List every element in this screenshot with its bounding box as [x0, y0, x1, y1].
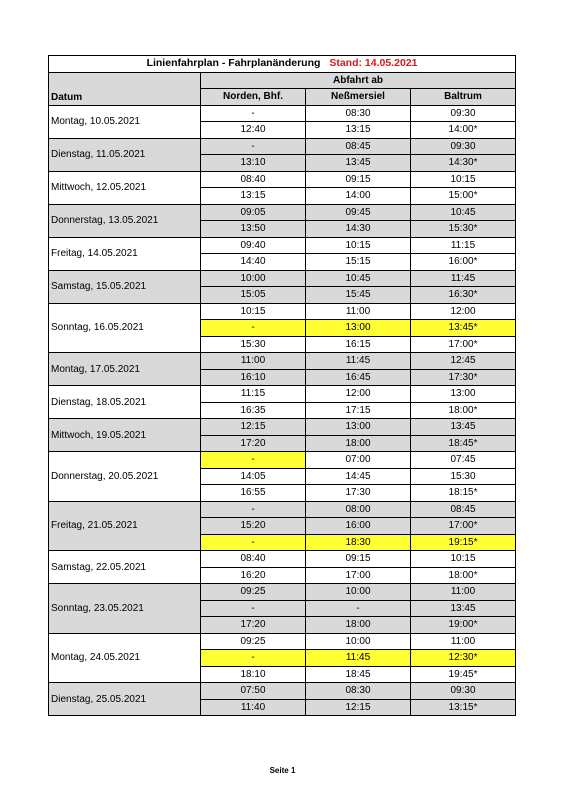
date-cell: Dienstag, 18.05.2021	[49, 386, 201, 419]
time-cell-baltrum: 17:00*	[411, 336, 516, 353]
date-cell: Montag, 17.05.2021	[49, 353, 201, 386]
date-cell: Donnerstag, 20.05.2021	[49, 452, 201, 502]
time-cell-baltrum: 18:15*	[411, 485, 516, 502]
table-row	[49, 584, 516, 601]
time-cell-nessmersiel: 13:00	[306, 419, 411, 436]
time-cell-baltrum: 16:30*	[411, 287, 516, 304]
time-cell-norden: 13:50	[201, 221, 306, 238]
table-row	[49, 353, 516, 370]
header-group-row	[49, 72, 516, 89]
time-cell-norden: -	[201, 452, 306, 469]
table-row	[49, 386, 516, 403]
time-cell-nessmersiel: 14:45	[306, 468, 411, 485]
time-cell-norden: -	[201, 600, 306, 617]
time-cell-baltrum: 18:45*	[411, 435, 516, 452]
time-cell-nessmersiel: 18:00	[306, 435, 411, 452]
time-cell-baltrum: 10:15	[411, 171, 516, 188]
time-cell-baltrum: 18:00*	[411, 567, 516, 584]
time-cell-nessmersiel: 16:15	[306, 336, 411, 353]
table-row	[49, 419, 516, 436]
time-cell-baltrum: 17:00*	[411, 518, 516, 535]
time-cell-baltrum: 12:00	[411, 303, 516, 320]
time-cell-norden: 09:05	[201, 204, 306, 221]
time-cell-nessmersiel: 14:30	[306, 221, 411, 238]
header-norden: Norden, Bhf.	[201, 89, 306, 106]
date-cell: Sonntag, 16.05.2021	[49, 303, 201, 353]
time-cell-nessmersiel: 18:30	[306, 534, 411, 551]
time-cell-nessmersiel: 08:30	[306, 105, 411, 122]
time-cell-norden: 11:00	[201, 353, 306, 370]
time-cell-baltrum: 19:00*	[411, 617, 516, 634]
time-cell-baltrum: 09:30	[411, 105, 516, 122]
time-cell-norden: 14:40	[201, 254, 306, 271]
table-row	[49, 270, 516, 287]
date-cell: Donnerstag, 13.05.2021	[49, 204, 201, 237]
header-baltrum: Baltrum	[411, 89, 516, 106]
time-cell-nessmersiel: 09:15	[306, 171, 411, 188]
title-main: Linienfahrplan - Fahrplanänderung	[146, 57, 321, 70]
time-cell-nessmersiel: 16:45	[306, 369, 411, 386]
time-cell-baltrum: 13:00	[411, 386, 516, 403]
time-cell-baltrum: 12:30*	[411, 650, 516, 667]
time-cell-norden: 10:00	[201, 270, 306, 287]
date-cell: Montag, 24.05.2021	[49, 633, 201, 683]
time-cell-nessmersiel: 13:45	[306, 155, 411, 172]
date-cell: Samstag, 15.05.2021	[49, 270, 201, 303]
time-cell-baltrum: 13:45*	[411, 320, 516, 337]
date-cell: Freitag, 14.05.2021	[49, 237, 201, 270]
time-cell-nessmersiel: 12:15	[306, 699, 411, 716]
date-cell: Mittwoch, 19.05.2021	[49, 419, 201, 452]
date-cell: Dienstag, 25.05.2021	[49, 683, 201, 716]
table-row	[49, 452, 516, 469]
time-cell-baltrum: 15:30	[411, 468, 516, 485]
time-cell-baltrum: 14:30*	[411, 155, 516, 172]
time-cell-baltrum: 15:00*	[411, 188, 516, 205]
date-cell: Freitag, 21.05.2021	[49, 501, 201, 551]
title-row	[49, 56, 516, 73]
time-cell-nessmersiel: -	[306, 600, 411, 617]
table-row	[49, 105, 516, 122]
time-cell-nessmersiel: 11:45	[306, 353, 411, 370]
time-cell-nessmersiel: 17:15	[306, 402, 411, 419]
time-cell-norden: 13:10	[201, 155, 306, 172]
date-cell: Mittwoch, 12.05.2021	[49, 171, 201, 204]
time-cell-nessmersiel: 11:00	[306, 303, 411, 320]
time-cell-norden: 16:10	[201, 369, 306, 386]
time-cell-nessmersiel: 12:00	[306, 386, 411, 403]
time-cell-nessmersiel: 11:45	[306, 650, 411, 667]
table-row	[49, 551, 516, 568]
time-cell-baltrum: 15:30*	[411, 221, 516, 238]
time-cell-nessmersiel: 16:00	[306, 518, 411, 535]
table-row	[49, 633, 516, 650]
time-cell-norden: -	[201, 138, 306, 155]
time-cell-baltrum: 10:45	[411, 204, 516, 221]
time-cell-norden: 09:25	[201, 633, 306, 650]
time-cell-norden: 10:15	[201, 303, 306, 320]
table-row	[49, 303, 516, 320]
time-cell-baltrum: 16:00*	[411, 254, 516, 271]
time-cell-baltrum: 09:30	[411, 683, 516, 700]
time-cell-nessmersiel: 10:00	[306, 633, 411, 650]
time-cell-norden: 11:15	[201, 386, 306, 403]
time-cell-norden: 17:20	[201, 617, 306, 634]
time-cell-baltrum: 11:45	[411, 270, 516, 287]
time-cell-norden: 16:20	[201, 567, 306, 584]
time-cell-baltrum: 19:45*	[411, 666, 516, 683]
table-row	[49, 683, 516, 700]
timetable-title	[49, 56, 516, 73]
time-cell-norden: 11:40	[201, 699, 306, 716]
time-cell-norden: 16:35	[201, 402, 306, 419]
table-row	[49, 237, 516, 254]
header-departure-group: Abfahrt ab	[201, 72, 516, 89]
time-cell-baltrum: 11:15	[411, 237, 516, 254]
time-cell-baltrum: 11:00	[411, 633, 516, 650]
time-cell-nessmersiel: 08:30	[306, 683, 411, 700]
time-cell-nessmersiel: 18:00	[306, 617, 411, 634]
time-cell-norden: 15:20	[201, 518, 306, 535]
time-cell-nessmersiel: 14:00	[306, 188, 411, 205]
time-cell-baltrum: 07:45	[411, 452, 516, 469]
time-cell-baltrum: 10:15	[411, 551, 516, 568]
time-cell-baltrum: 17:30*	[411, 369, 516, 386]
time-cell-norden: 12:15	[201, 419, 306, 436]
time-cell-norden: 17:20	[201, 435, 306, 452]
time-cell-baltrum: 13:45	[411, 600, 516, 617]
time-cell-norden: 09:25	[201, 584, 306, 601]
time-cell-norden: 08:40	[201, 551, 306, 568]
date-cell: Dienstag, 11.05.2021	[49, 138, 201, 171]
time-cell-norden: -	[201, 320, 306, 337]
time-cell-norden: 09:40	[201, 237, 306, 254]
time-cell-baltrum: 14:00*	[411, 122, 516, 139]
time-cell-nessmersiel: 09:45	[306, 204, 411, 221]
time-cell-norden: 18:10	[201, 666, 306, 683]
time-cell-nessmersiel: 08:00	[306, 501, 411, 518]
time-cell-nessmersiel: 10:15	[306, 237, 411, 254]
time-cell-nessmersiel: 15:45	[306, 287, 411, 304]
time-cell-nessmersiel: 13:15	[306, 122, 411, 139]
date-cell: Sonntag, 23.05.2021	[49, 584, 201, 634]
time-cell-baltrum: 09:30	[411, 138, 516, 155]
time-cell-nessmersiel: 08:45	[306, 138, 411, 155]
timetable	[48, 55, 516, 716]
time-cell-norden: -	[201, 650, 306, 667]
schedule-body	[49, 105, 516, 716]
time-cell-nessmersiel: 07:00	[306, 452, 411, 469]
date-cell: Samstag, 22.05.2021	[49, 551, 201, 584]
time-cell-baltrum: 08:45	[411, 501, 516, 518]
time-cell-nessmersiel: 18:45	[306, 666, 411, 683]
time-cell-baltrum: 12:45	[411, 353, 516, 370]
time-cell-norden: 15:05	[201, 287, 306, 304]
time-cell-norden: 15:30	[201, 336, 306, 353]
time-cell-baltrum: 13:15*	[411, 699, 516, 716]
time-cell-norden: 16:55	[201, 485, 306, 502]
time-cell-norden: 14:05	[201, 468, 306, 485]
page-footer: Seite 1	[269, 766, 296, 775]
time-cell-norden: -	[201, 105, 306, 122]
time-cell-norden: 12:40	[201, 122, 306, 139]
time-cell-nessmersiel: 17:30	[306, 485, 411, 502]
header-nessmersiel: Neßmersiel	[306, 89, 411, 106]
time-cell-baltrum: 18:00*	[411, 402, 516, 419]
time-cell-baltrum: 13:45	[411, 419, 516, 436]
date-cell: Montag, 10.05.2021	[49, 105, 201, 138]
time-cell-norden: 13:15	[201, 188, 306, 205]
time-cell-nessmersiel: 10:45	[306, 270, 411, 287]
time-cell-nessmersiel: 15:15	[306, 254, 411, 271]
time-cell-baltrum: 11:00	[411, 584, 516, 601]
time-cell-nessmersiel: 17:00	[306, 567, 411, 584]
time-cell-baltrum: 19:15*	[411, 534, 516, 551]
time-cell-norden: -	[201, 534, 306, 551]
time-cell-norden: 07:50	[201, 683, 306, 700]
time-cell-norden: -	[201, 501, 306, 518]
time-cell-nessmersiel: 10:00	[306, 584, 411, 601]
time-cell-nessmersiel: 13:00	[306, 320, 411, 337]
header-date: Datum	[49, 72, 201, 105]
title-stand: Stand: 14.05.2021	[329, 57, 418, 70]
time-cell-norden: 08:40	[201, 171, 306, 188]
table-row	[49, 501, 516, 518]
time-cell-nessmersiel: 09:15	[306, 551, 411, 568]
table-row	[49, 171, 516, 188]
table-row	[49, 204, 516, 221]
table-row	[49, 138, 516, 155]
